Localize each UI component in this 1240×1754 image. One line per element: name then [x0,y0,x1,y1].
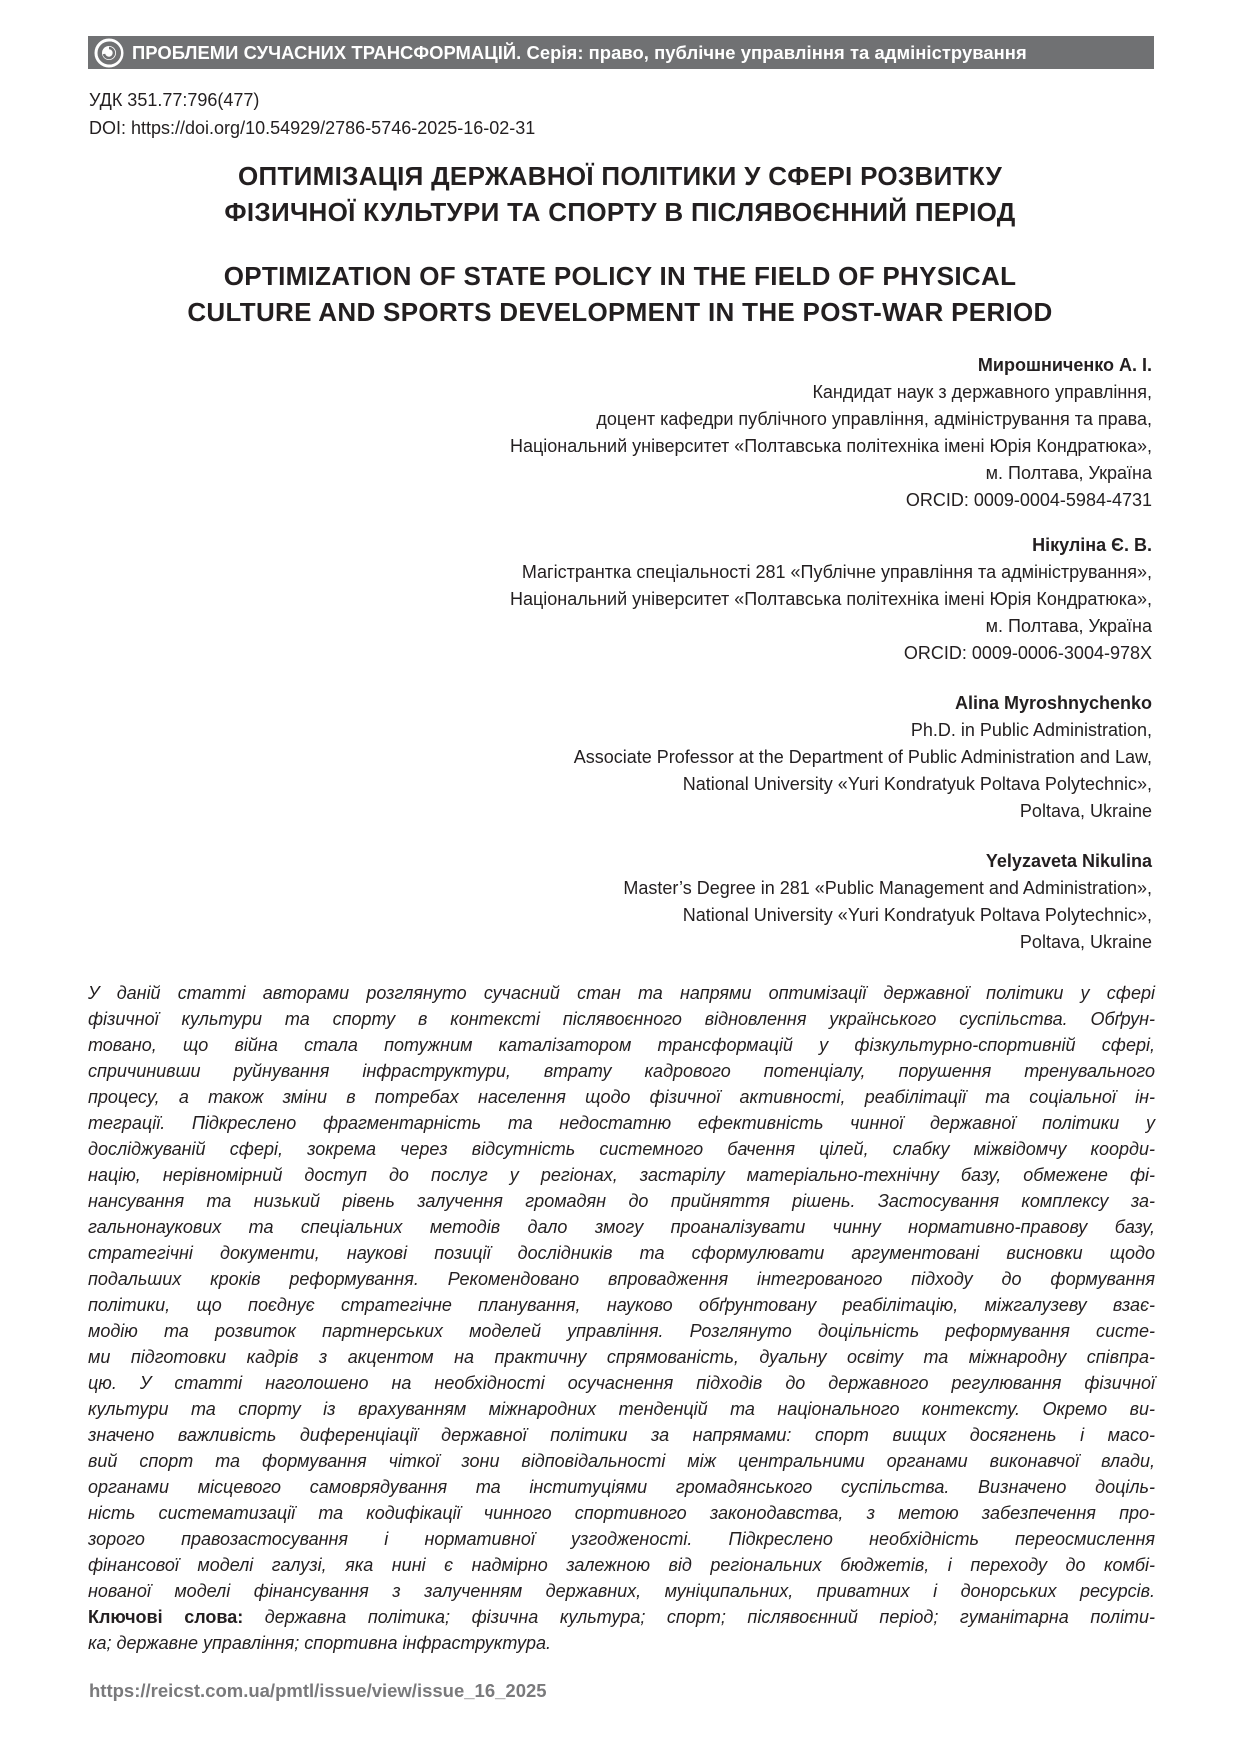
abstract-line: процесу, а також зміни в потребах населення щодо фізичної активності, реабілітації та соціальної ін- [88,1087,1155,1107]
author-orcid: ORCID: 0009-0006-3004-978X [903,643,1152,663]
abstract-line: фінансової моделі галузі, яка нині є надмірно залежною від регіональних бюджетів, і переходу до комбі- [88,1555,1155,1575]
keywords-text: державна політика; фізична культура; спорт; післявоєнний період; гуманітарна політи- [243,1607,1155,1627]
abstract-line: фізичної культури та спорту в контексті післявоєнного відновлення українського суспільства. Обґрун- [88,1009,1155,1029]
abstract-line: спричинивши руйнування інфраструктури, втрату кадрового потенціалу, порушення тренувального [88,1061,1155,1081]
abstract-line: ми підготовки кадрів з акцентом на практичну спрямованість, дуальну освіту та міжнародну співпра- [88,1347,1155,1367]
udk-code: УДК 351.77:796(477) [89,90,260,110]
abstract-line: нованої моделі фінансування з залученням державних, муніципальних, приватних і донорських ресурсів. [88,1581,1155,1601]
author-affiliation-line: доцент кафедри публічного управління, адміністрування та права, [596,409,1152,429]
title-line: OPTIMIZATION OF STATE POLICY IN THE FIELD OF PHYSICAL [223,261,1017,291]
abstract-line: теграції. Підкреслено фрагментарність та недостатню ефективність чинної державної політики у [88,1113,1155,1133]
author-block-nikulina-en [623,848,1152,956]
abstract-line: ність систематизації та кодифікації чинного спортивного законодавства, з метою забезпечення про- [88,1503,1155,1523]
author-orcid: ORCID: 0009-0004-5984-4731 [905,490,1152,510]
abstract-line: стратегічні документи, наукові позиції дослідників та сформулювати аргументовані висновки щодо [88,1243,1155,1263]
author-affiliation-line: Ph.D. in Public Administration, [910,720,1152,740]
title-line: ОПТИМІЗАЦІЯ ДЕРЖАВНОЇ ПОЛІТИКИ У СФЕРІ РОЗВИТКУ [237,161,1003,191]
author-name: Нікуліна Є. В. [1032,535,1152,555]
author-affiliation-line: Національний університет «Полтавська політехніка імені Юрія Кондратюка», [509,436,1152,456]
title-line: ФІЗИЧНОЇ КУЛЬТУРИ ТА СПОРТУ В ПІСЛЯВОЄННИЙ ПЕРІОД [224,197,1016,227]
abstract-line: органами місцевого самоврядування та інституціями громадянського суспільства. Визначено доціль- [88,1477,1155,1497]
keywords-line: ка; державне управління; спортивна інфраструктура. [88,1633,552,1653]
abstract-line: товано, що війна стала потужним каталізатором трансформацій у фізкультурно-спортивній сфері, [88,1035,1155,1055]
abstract-line: націю, нерівномірний доступ до послуг у регіонах, застарілу матеріально-технічну базу, обмежене фі- [88,1165,1155,1185]
author-affiliation-line: Associate Professor at the Department of Public Administration and Law, [573,747,1152,767]
abstract-line: гальнонаукових та спеціальних методів дало змогу проаналізувати чинну нормативно-правову базу, [88,1217,1155,1237]
abstract-line: цю. У статті наголошено на необхідності осучаснення підходів до державного регулювання фізичної [88,1373,1155,1393]
abstract-line: зорого правозастосування і нормативної узгодженості. Підкреслено необхідність переосмислення [88,1529,1155,1549]
keywords-line [88,1604,1155,1630]
abstract-line: досліджуваній сфері, зокрема через відсутність системного бачення цілей, слабку міжвідомчу коорди- [88,1139,1155,1159]
title-line: CULTURE AND SPORTS DEVELOPMENT IN THE POST-WAR PERIOD [187,297,1053,327]
abstract [88,980,1155,1656]
abstract-line: культури та спорту із врахуванням міжнародних тенденцій та національного контексту. Окремо ви- [88,1399,1155,1419]
article-title-ukrainian [60,158,1180,230]
abstract-line: У даній статті авторами розглянуто сучасний стан та напрями оптимізації державної політики у сфері [88,983,1155,1003]
author-affiliation-line: Національний університет «Полтавська політехніка імені Юрія Кондратюка», [509,589,1152,609]
journal-header-bar [88,36,1154,69]
author-affiliation-line: National University «Yuri Kondratyuk Poltava Polytechnic», [682,905,1152,925]
author-block-nikulina-ua [510,532,1152,667]
article-meta [89,86,535,142]
author-affiliation-line: Poltava, Ukraine [1019,801,1152,821]
author-affiliation-line: Магістрантка спеціальності 281 «Публічне управління та адміністрування», [521,562,1152,582]
author-name: Yelyzaveta Nikulina [985,851,1152,871]
doi-line: DOI: https://doi.org/10.54929/2786-5746-2025-16-02-31 [89,118,536,138]
author-block-myroshnychenko-en [574,690,1152,825]
author-affiliation-line: Poltava, Ukraine [1019,932,1152,952]
author-affiliation-line: м. Полтава, Україна [985,616,1152,636]
author-affiliation-line: Кандидат наук з державного управління, [812,382,1152,402]
abstract-line: вий спорт та формування чіткої зони відповідальності між центральними органами виконавчої влади, [88,1451,1155,1471]
abstract-line: нансування та низький рівень залучення громадян до прийняття рішень. Застосування комплексу за- [88,1191,1155,1211]
author-affiliation-line: м. Полтава, Україна [985,463,1152,483]
author-name: Мирошниченко А. І. [977,355,1152,375]
journal-swirl-logo-icon [94,38,124,68]
abstract-line: політики, що поєднує стратегічне планування, науково обґрунтовану реабілітацію, міжгалузеву взає- [88,1295,1155,1315]
author-affiliation-line: National University «Yuri Kondratyuk Poltava Polytechnic», [682,774,1152,794]
abstract-line: подальших кроків реформування. Рекомендовано впровадження інтегрованого підходу до формування [88,1269,1155,1289]
author-name: Alina Myroshnychenko [954,693,1152,713]
article-title-english [60,258,1180,330]
author-block-myroshnychenko-ua [510,352,1152,514]
footer-issue-link[interactable]: https://reicst.com.ua/pmtl/issue/view/issue_16_2025 [89,1680,547,1701]
journal-title: ПРОБЛЕМИ СУЧАСНИХ ТРАНСФОРМАЦІЙ. Серія: право, публічне управління та адміністрування [132,41,1027,63]
keywords-label: Ключові слова: [88,1607,244,1627]
author-affiliation-line: Master’s Degree in 281 «Public Management and Administration», [623,878,1152,898]
abstract-line: значено важливість диференціації державної політики за напрямами: спорт вищих досягнень і масо- [88,1425,1155,1445]
abstract-line: модію та розвиток партнерських моделей управління. Розглянуто доцільність реформування систе- [88,1321,1155,1341]
